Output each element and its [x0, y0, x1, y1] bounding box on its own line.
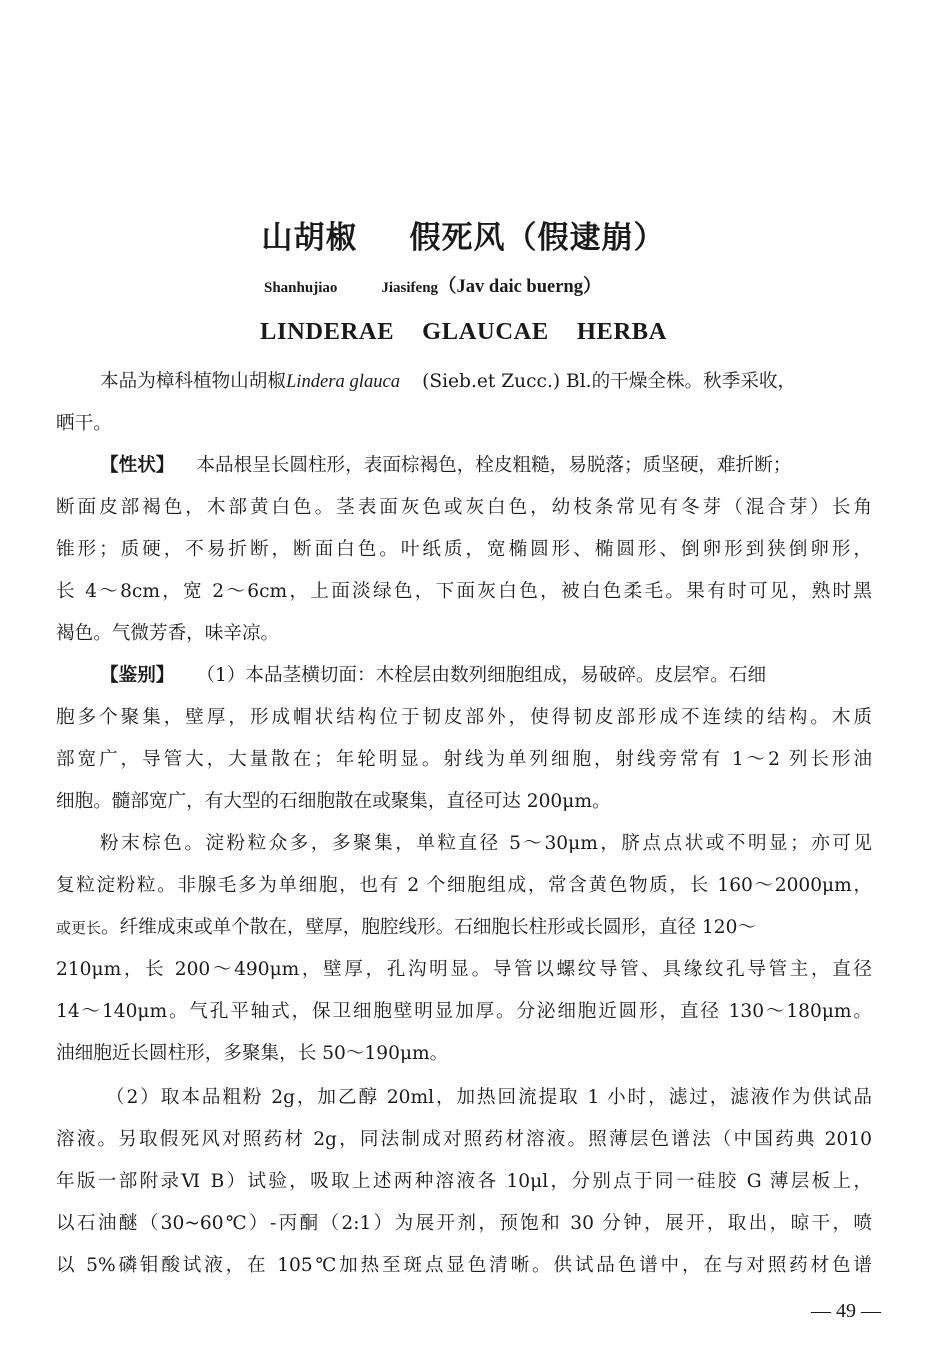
- fenmo-line-4: 210μm，长 200～490μm，壁厚，孔沟明显。导管以螺纹导管、具缘纹孔导管主，直径: [56, 959, 872, 980]
- monograph-title: [0, 212, 927, 260]
- jianbie-line-4: 细胞。髓部宽广，有大型的石细胞散在或聚集，直径可达 200μm。: [56, 791, 611, 812]
- fenmo-line-3: 或更长。纤维成束或单个散在，壁厚，胞腔线形。石细胞长柱形或长圆形，直径 120～: [56, 917, 757, 938]
- xingzhuang-line-4: 长 4～8cm，宽 2～6cm，上面淡绿色，下面灰白色，被白色柔毛。果有时可见，熟时黑: [56, 581, 872, 602]
- xingzhuang-line-3: 锥形；质硬，不易折断，断面白色。叶纸质，宽椭圆形、椭圆形、倒卵形到狭倒卵形，: [56, 539, 872, 560]
- intro-line-1: 本品为樟科植物山胡椒Lindera glauca (Sieb.et Zucc.) Bl.的干燥全株。秋季采收，: [100, 371, 797, 392]
- fenmo-line-1: 粉末棕色。淀粉粒众多，多聚集，单粒直径 5～30μm，脐点点状或不明显；亦可见: [100, 833, 872, 854]
- jianbie-line-1: 【鉴别】 （1）本品茎横切面：木栓层由数列细胞组成，易破碎。皮层窄。石细: [100, 665, 767, 686]
- section-label-jianbie: 【鉴别】: [100, 665, 175, 686]
- species-name: Lindera glauca: [285, 371, 401, 392]
- xingzhuang-line-5: 褐色。气微芳香，味辛凉。: [56, 623, 280, 644]
- pinyin-zhuang: Jiasifeng: [381, 280, 439, 296]
- tlc-line-1: （2）取本品粗粉 2g，加乙醇 20ml，加热回流提取 1 小时，滤过，滤液作为供试品: [106, 1087, 872, 1108]
- pinyin-zhuang-native: （Jav daic buerng）: [438, 277, 602, 297]
- fenmo-line-2: 复粒淀粉粒。非腺毛多为单细胞，也有 2 个细胞组成，常含黄色物质，长 160～2000μm，: [56, 875, 872, 896]
- page-number: — 49 —: [811, 1300, 881, 1322]
- jianbie-line-3: 部宽广，导管大，大量散在；年轮明显。射线为单列细胞，射线旁常有 1～2 列长形油: [56, 749, 872, 770]
- tlc-line-4: 以石油醚（30~60℃）-丙酮（2:1）为展开剂，预饱和 30 分钟，展开，取出，晾干，喷: [56, 1213, 872, 1234]
- intro-line-2: 晒干。: [56, 413, 112, 434]
- xingzhuang-line-2: 断面皮部褐色，木部黄白色。茎表面灰色或灰白色，幼枝条常见有冬芽（混合芽）长角: [56, 497, 872, 518]
- latin-name: LINDERAE GLAUCAE HERBA: [260, 318, 667, 345]
- pinyin-subtitle: [264, 272, 601, 298]
- xingzhuang-line-1: 【性状】 本品根呈长圆柱形，表面棕褐色，栓皮粗糙，易脱落；质坚硬，难折断；: [100, 455, 792, 476]
- fenmo-line-6: 油细胞近长圆柱形，多聚集，长 50～190μm。: [56, 1043, 449, 1064]
- tlc-line-5: 以 5%磷钼酸试液，在 105℃加热至斑点显色清晰。供试品色谱中，在与对照药材色谱: [56, 1255, 872, 1276]
- tlc-line-2: 溶液。另取假死风对照药材 2g，同法制成对照药材溶液。照薄层色谱法（中国药典 2010: [56, 1129, 872, 1150]
- fenmo-line-5: 14～140μm。气孔平轴式，保卫细胞壁明显加厚。分泌细胞近圆形，直径 130～180μm。: [56, 1001, 872, 1022]
- section-label-xingzhuang: 【性状】: [100, 455, 175, 476]
- pinyin-chinese: Shanhujiao: [264, 280, 338, 296]
- tlc-line-3: 年版一部附录Ⅵ B）试验，吸取上述两种溶液各 10μl，分别点于同一硅胶 G 薄层板上，: [56, 1171, 872, 1192]
- title-chinese-name: 山胡椒: [261, 220, 358, 256]
- jianbie-line-2: 胞多个聚集，壁厚，形成帽状结构位于韧皮部外，使得韧皮部形成不连续的结构。木质: [56, 707, 872, 728]
- title-zhuang-name: 假死风（假逮崩）: [409, 220, 666, 256]
